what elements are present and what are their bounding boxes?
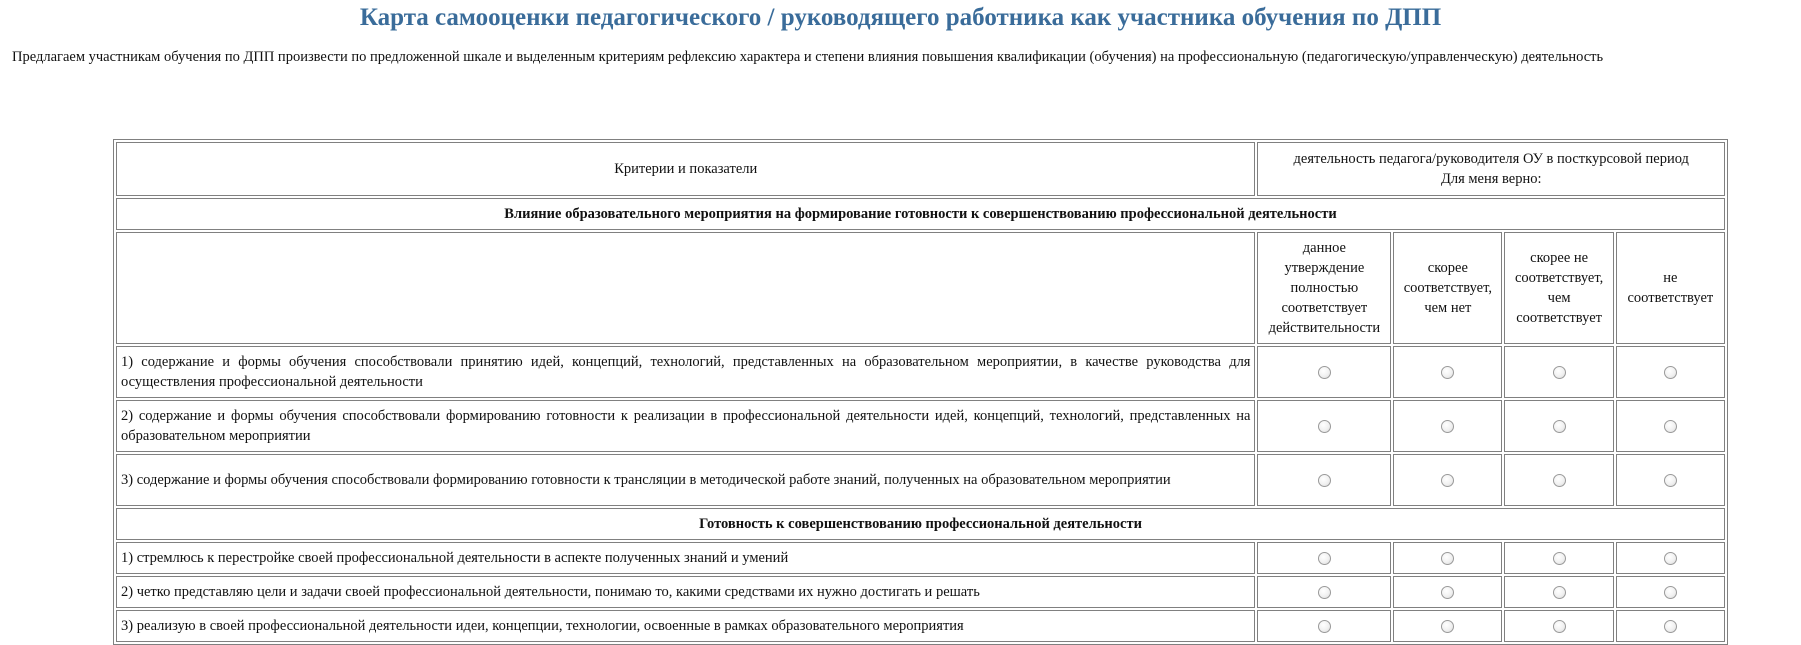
- radio-button[interactable]: [1441, 586, 1454, 599]
- criterion-text: 2) четко представляю цели и задачи своей профессиональной деятельности, понимаю то, какими средствами их нужно достигать и решать: [116, 576, 1255, 608]
- section-heading-row: [116, 198, 1725, 230]
- table-header-row: [116, 142, 1725, 196]
- radio-button[interactable]: [1553, 420, 1566, 433]
- activity-header-line2: Для меня верно:: [1440, 171, 1542, 187]
- radio-button[interactable]: [1664, 552, 1677, 565]
- criterion-text: 1) содержание и формы обучения способствовали принятию идей, концепций, технологий, представленных на образовательном мероприятии, в качестве руководства для осуществления профессиональной деятельности: [116, 346, 1255, 398]
- radio-button[interactable]: [1664, 586, 1677, 599]
- radio-button[interactable]: [1441, 366, 1454, 379]
- radio-button[interactable]: [1318, 474, 1331, 487]
- radio-cell: [1616, 400, 1725, 452]
- table-row: [116, 346, 1725, 398]
- radio-cell: [1393, 576, 1502, 608]
- radio-button[interactable]: [1664, 366, 1677, 379]
- radio-cell: [1504, 346, 1613, 398]
- section-title: Готовность к совершенствованию профессиональной деятельности: [116, 508, 1725, 540]
- radio-button[interactable]: [1318, 586, 1331, 599]
- radio-cell: [1257, 610, 1391, 642]
- scale-option-rather-yes: скорее соответствует, чем нет: [1393, 232, 1502, 344]
- scale-option-fully: данное утверждение полностью соответствует действительности: [1257, 232, 1391, 344]
- table-row: [116, 576, 1725, 608]
- radio-cell: [1616, 346, 1725, 398]
- radio-button[interactable]: [1553, 586, 1566, 599]
- radio-button[interactable]: [1318, 420, 1331, 433]
- radio-button[interactable]: [1441, 474, 1454, 487]
- table-row: [116, 542, 1725, 574]
- table-row: [116, 454, 1725, 506]
- radio-cell: [1504, 454, 1613, 506]
- radio-cell: [1257, 542, 1391, 574]
- radio-cell: [1616, 454, 1725, 506]
- radio-cell: [1393, 542, 1502, 574]
- activity-header: [1257, 142, 1725, 196]
- radio-cell: [1257, 576, 1391, 608]
- criterion-text: 1) стремлюсь к перестройке своей профессиональной деятельности в аспекте полученных знаний и умений: [116, 542, 1255, 574]
- criterion-text: 3) реализую в своей профессиональной деятельности идеи, концепции, технологии, освоенные в рамках образовательного мероприятия: [116, 610, 1255, 642]
- self-assessment-table: [113, 139, 1728, 645]
- radio-cell: [1257, 400, 1391, 452]
- radio-button[interactable]: [1664, 420, 1677, 433]
- radio-cell: [1616, 576, 1725, 608]
- radio-cell: [1393, 610, 1502, 642]
- scale-header-empty-cell: [116, 232, 1255, 344]
- radio-cell: [1393, 454, 1502, 506]
- radio-button[interactable]: [1441, 552, 1454, 565]
- radio-cell: [1616, 542, 1725, 574]
- radio-button[interactable]: [1553, 552, 1566, 565]
- criteria-header: Критерии и показатели: [116, 142, 1255, 196]
- radio-button[interactable]: [1441, 420, 1454, 433]
- intro-text: Предлагаем участникам обучения по ДПП произвести по предложенной шкале и выделенным критериям рефлексию характера и степени влияния повышения квалификации (обучения) на профессиональную (педагогическую/управленческую) деятельность: [12, 49, 1604, 65]
- section-heading-row: [116, 508, 1725, 540]
- table-row: [116, 400, 1725, 452]
- page-title: Карта самооценки педагогического / руководящего работника как участника обучения по ДПП: [359, 4, 1442, 31]
- scale-header-row: [116, 232, 1725, 344]
- radio-cell: [1393, 400, 1502, 452]
- activity-header-line1: деятельность педагога/руководителя ОУ в посткурсовой период: [1293, 151, 1689, 167]
- radio-button[interactable]: [1318, 366, 1331, 379]
- radio-cell: [1504, 610, 1613, 642]
- radio-cell: [1504, 542, 1613, 574]
- radio-cell: [1616, 610, 1725, 642]
- radio-button[interactable]: [1664, 474, 1677, 487]
- criterion-text: 2) содержание и формы обучения способствовали формированию готовности к реализации в профессиональной деятельности идей, концепций, технологий, представленных на образовательном мероприятии: [116, 400, 1255, 452]
- scale-option-no: не соответствует: [1616, 232, 1725, 344]
- section-title: Влияние образовательного мероприятия на формирование готовности к совершенствованию профессиональной деятельности: [116, 198, 1725, 230]
- radio-button[interactable]: [1318, 552, 1331, 565]
- table-row: [116, 610, 1725, 642]
- radio-button[interactable]: [1553, 474, 1566, 487]
- scale-option-rather-no: скорее не соответствует, чем соответствует: [1504, 232, 1613, 344]
- radio-cell: [1504, 400, 1613, 452]
- criterion-text: 3) содержание и формы обучения способствовали формированию готовности к трансляции в методической работе знаний, полученных на образовательном мероприятии: [116, 454, 1255, 506]
- radio-button[interactable]: [1553, 366, 1566, 379]
- radio-cell: [1393, 346, 1502, 398]
- radio-cell: [1257, 346, 1391, 398]
- radio-cell: [1257, 454, 1391, 506]
- radio-cell: [1504, 576, 1613, 608]
